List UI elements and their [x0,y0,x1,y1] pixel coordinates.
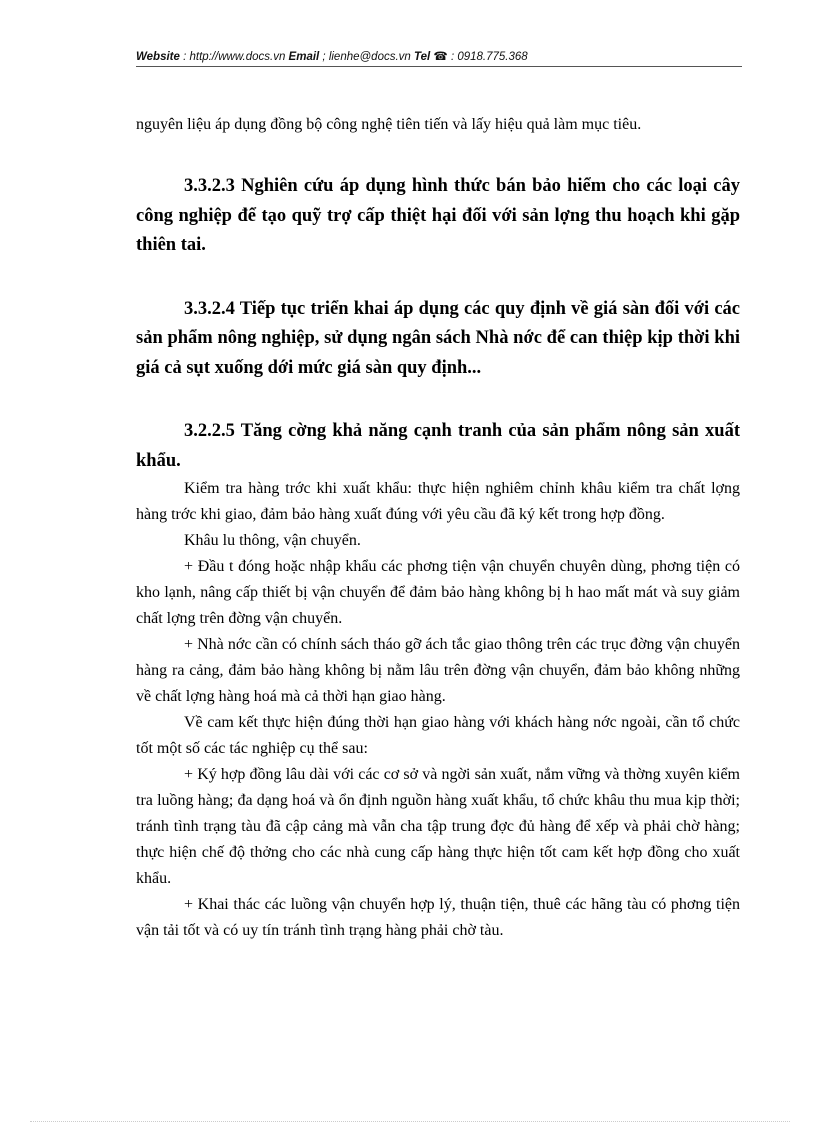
heading-3-3-2-4: 3.3.2.4 Tiếp tục triển khai áp dụng các quy định về giá sàn đối với các sản phẩm nông nghiệp, sử dụng ngân sách Nhà nớc để can thiệp kịp thời khi giá cả sụt xuống dới mức giá sàn quy định... [136,298,740,378]
paragraph-long-term-contracts: + Ký hợp đồng lâu dài với các cơ sở và ngời sản xuất, nắm vững và thờng xuyên kiểm tra luồng hàng; đa dạng hoá và ổn định nguồn hàng xuất khẩu, tổ chức khâu thu mua kịp thời; tránh tình trạng tàu đã cập cảng mà vẫn cha tập trung đợc đủ hàng để xếp và phải chờ hàng; thực hiện chế độ thởng cho các nhà cung cấp hàng thực hiện tốt cam kết hợp đồng cho xuất khẩu. [136,766,740,887]
email-label: Email [288,51,320,63]
phone-icon: ☎ [433,51,448,63]
tel-label: Tel [414,51,431,63]
paragraph-transport-heading: Khâu lu thông, vận chuyển. [184,532,361,549]
paragraph-transport-investment: + Đầu t đóng hoặc nhập khẩu các phơng tiện vận chuyển chuyên dùng, phơng tiện có kho lạnh, nâng cấp thiết bị vận chuyển để đảm bảo hàng không bị h hao mất mát và suy giảm chất lợng trên đờng vận chuyển. [136,558,740,627]
paragraph-export-inspection: Kiểm tra hàng trớc khi xuất khẩu: thực hiện nghiêm chỉnh khâu kiểm tra chất lợng hàng trớc khi giao, đảm bảo hàng xuất đúng với yêu cầu đã ký kết trong hợp đồng. [136,480,740,523]
paragraph-shipping-routes: + Khai thác các luồng vận chuyển hợp lý, thuận tiện, thuê các hãng tàu có phơng tiện vận tải tốt và có uy tín tránh tình trạng hàng phải chờ tàu. [136,896,740,939]
heading-3-2-2-5: 3.2.2.5 Tăng cờng khả năng cạnh tranh của sản phẩm nông sản xuất khẩu. [136,421,740,471]
paragraph-state-policy: + Nhà nớc cần có chính sách tháo gỡ ách tắc giao thông trên các trục đờng vận chuyển hàng ra cảng, đảm bảo hàng không bị nằm lâu trên đờng vận chuyển, đảm bảo không những về chất lợng hàng hoá mà cả thời hạn giao hàng. [136,636,740,705]
paragraph-continuation: nguyên liệu áp dụng đồng bộ công nghệ tiên tiến và lấy hiệu quả làm mục tiêu. [136,116,642,133]
tel-value: : 0918.775.368 [447,51,528,63]
footer-divider [30,1121,790,1122]
header-divider [136,66,742,67]
website-value: : http://www.docs.vn [179,51,289,63]
heading-3-3-2-3: 3.3.2.3 Nghiên cứu áp dụng hình thức bán bảo hiểm cho các loại cây công nghiệp để tạo quỹ trợ cấp thiệt hại đối với sản lợng thu hoạch khi gặp thiên tai. [136,176,740,255]
paragraph-delivery-commitment: Về cam kết thực hiện đúng thời hạn giao hàng với khách hàng nớc ngoài, cần tổ chức tốt một số các tác nghiệp cụ thể sau: [136,714,740,757]
website-label: Website [136,51,180,63]
email-value: ; lienhe@docs.vn [319,51,415,63]
page-header [136,48,742,66]
document-body [136,112,740,944]
